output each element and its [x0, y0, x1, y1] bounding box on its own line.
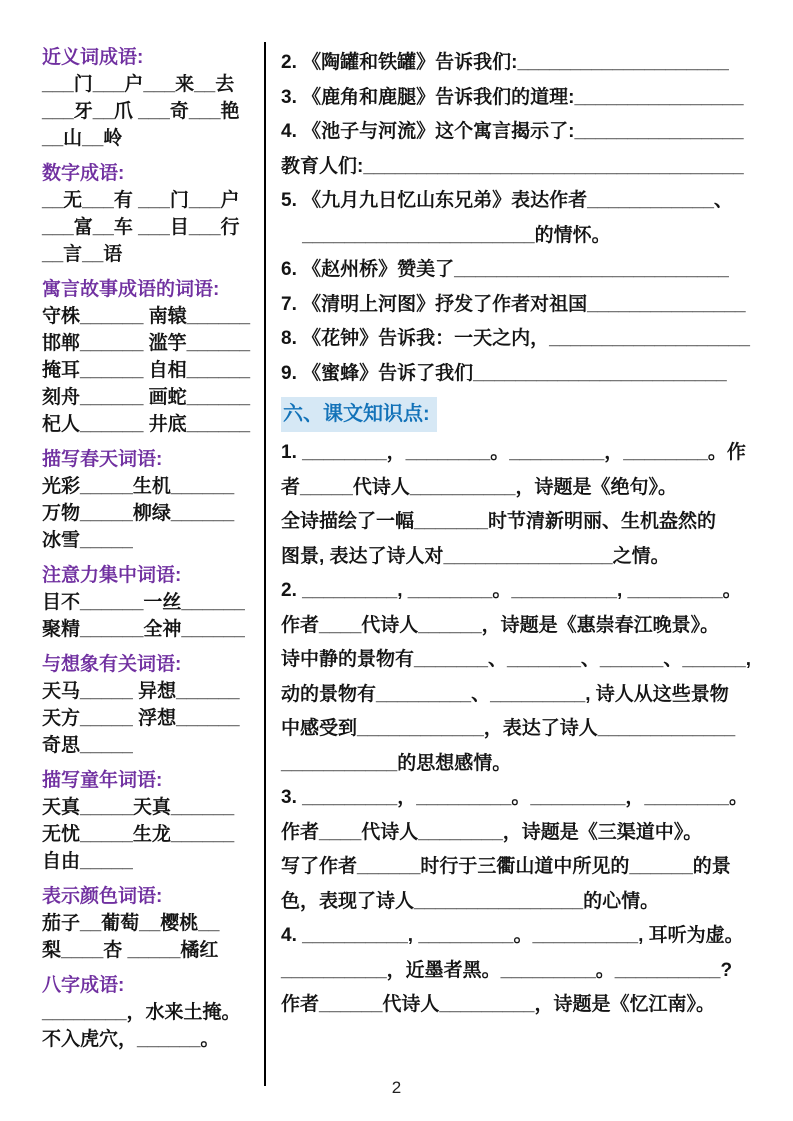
fill-in-blank-line: 无忧_____生龙______ — [42, 824, 235, 845]
knowledge-points-block — [281, 436, 773, 1023]
word-section — [42, 44, 264, 152]
right-column — [281, 46, 773, 1023]
fill-in-blank-line: __言__语 — [42, 244, 123, 265]
fill-in-blank-line: 守株______ 南辕______ — [42, 306, 251, 327]
fill-in-blank-line: 2. 《陶罐和铁罐》告诉我们:____________________ — [281, 52, 729, 73]
fill-in-blank-line: 茄子__葡萄__樱桃__ — [42, 913, 220, 934]
section-title: 数字成语: — [42, 163, 125, 184]
section-header-label: 六、课文知识点: — [281, 397, 437, 432]
fill-in-blank-line: 4. 《池子与河流》这个寓言揭示了:________________ — [281, 121, 744, 142]
fill-in-blank-line: 5. 《九月九日忆山东兄弟》表达作者____________、 — [281, 190, 733, 211]
fill-in-blank-line: 杞人______ 井底______ — [42, 414, 251, 435]
section-title: 近义词成语: — [42, 47, 144, 68]
fill-in-blank-line: 自由_____ — [42, 851, 133, 872]
fill-in-blank-line: 6. 《赵州桥》赞美了__________________________ — [281, 259, 729, 280]
fill-in-blank-line: 色，表现了诗人________________的心情。 — [281, 890, 660, 912]
word-section — [42, 276, 264, 438]
fill-in-blank-line: 光彩_____生机______ — [42, 476, 235, 497]
fill-in-blank-line: 2. _________, ________。__________, _________。 — [281, 580, 742, 601]
word-section — [42, 446, 264, 554]
fill-in-blank-line: ___牙__爪 ___奇___艳 — [42, 101, 240, 122]
fill-in-blank-line: 1. ________，________。_________，________。作 — [281, 442, 746, 463]
questions-block — [281, 46, 773, 391]
fill-in-blank-line: 天方_____ 浮想______ — [42, 708, 240, 729]
fill-in-blank-line: 万物_____柳绿______ — [42, 503, 235, 524]
fill-in-blank-line: 天马_____ 异想______ — [42, 681, 240, 702]
fill-in-blank-line: __________，近墨者黑。_________。__________? — [281, 959, 733, 981]
section-title: 表示颜色词语: — [42, 886, 163, 907]
section-title: 八字成语: — [42, 975, 125, 996]
fill-in-blank-line: 梨____杏 _____橘红 — [42, 940, 219, 961]
section-header-knowledge-points — [281, 397, 773, 432]
word-section — [42, 972, 264, 1053]
word-section — [42, 651, 264, 759]
section-title: 寓言故事成语的词语: — [42, 279, 220, 300]
column-divider — [264, 42, 266, 1086]
fill-in-blank-line: ___门___户___来__去 — [42, 74, 235, 95]
fill-in-blank-line: 目不______一丝______ — [42, 592, 245, 613]
left-column — [42, 44, 264, 1061]
fill-in-blank-line: __无___有 ___门___户 — [42, 190, 240, 211]
fill-in-blank-line: 邯郸______ 滥竽______ — [42, 333, 251, 354]
fill-in-blank-line: 动的景物有_________、_________, 诗人从这些景物 — [281, 683, 729, 705]
fill-in-blank-line: ________，水来土掩。 — [42, 1002, 241, 1023]
page-number: 2 — [391, 1078, 402, 1097]
fill-in-blank-line: ___________的思想感情。 — [281, 752, 512, 774]
fill-in-blank-line: 作者____代诗人______，诗题是《惠崇春江晚景》。 — [281, 614, 720, 636]
fill-in-blank-line: 8. 《花钟》告诉我：一天之内，___________________ — [281, 328, 750, 349]
fill-in-blank-line: 9. 《蜜蜂》告诉了我们________________________ — [281, 362, 727, 384]
fill-in-blank-line: 聚精______全神______ — [42, 619, 245, 640]
fill-in-blank-line: 写了作者______时行于三衢山道中所见的______的景 — [281, 856, 731, 877]
fill-in-blank-line: 者_____代诗人__________，诗题是《绝句》。 — [281, 476, 678, 498]
word-section — [42, 767, 264, 875]
fill-in-blank-line: ______________________的情怀。 — [281, 224, 611, 246]
fill-in-blank-line: __山__岭 — [42, 128, 123, 149]
fill-in-blank-line: 作者______代诗人_________，诗题是《忆江南》。 — [281, 994, 716, 1015]
fill-in-blank-line: 掩耳______ 自相______ — [42, 360, 251, 381]
fill-in-blank-line: 教育人们:____________________________________ — [281, 155, 744, 177]
fill-in-blank-line: 刻舟______ 画蛇______ — [42, 387, 251, 408]
fill-in-blank-line: 中感受到____________，表达了诗人_____________ — [281, 718, 736, 739]
fill-in-blank-line: 作者____代诗人________，诗题是《三渠道中》。 — [281, 821, 703, 843]
word-section — [42, 562, 264, 643]
fill-in-blank-line: 图景, 表达了诗人对________________之情。 — [281, 545, 670, 567]
fill-in-blank-line: 不入虎穴，______。 — [42, 1029, 220, 1050]
section-title: 注意力集中词语: — [42, 565, 182, 586]
word-section — [42, 160, 264, 268]
section-title: 描写春天词语: — [42, 449, 163, 470]
fill-in-blank-line: 3. _________，_________。_________，________。 — [281, 787, 748, 808]
fill-in-blank-line: 3. 《鹿角和鹿腿》告诉我们的道理:________________ — [281, 86, 744, 108]
fill-in-blank-line: 7. 《清明上河图》抒发了作者对祖国_______________ — [281, 293, 746, 315]
fill-in-blank-line: 天真_____天真______ — [42, 797, 235, 818]
section-title: 与想象有关词语: — [42, 654, 182, 675]
section-title: 描写童年词语: — [42, 770, 163, 791]
fill-in-blank-line: 奇思_____ — [42, 735, 133, 756]
word-section — [42, 883, 264, 964]
fill-in-blank-line: 诗中静的景物有_______、_______、______、______, — [281, 649, 752, 670]
fill-in-blank-line: 4. __________, _________。__________, 耳听为虚。 — [281, 925, 744, 946]
fill-in-blank-line: 全诗描绘了一幅_______时节清新明丽、生机盎然的 — [281, 511, 716, 532]
fill-in-blank-line: 冰雪_____ — [42, 530, 133, 551]
fill-in-blank-line: ___富__车 ___目___行 — [42, 217, 240, 238]
